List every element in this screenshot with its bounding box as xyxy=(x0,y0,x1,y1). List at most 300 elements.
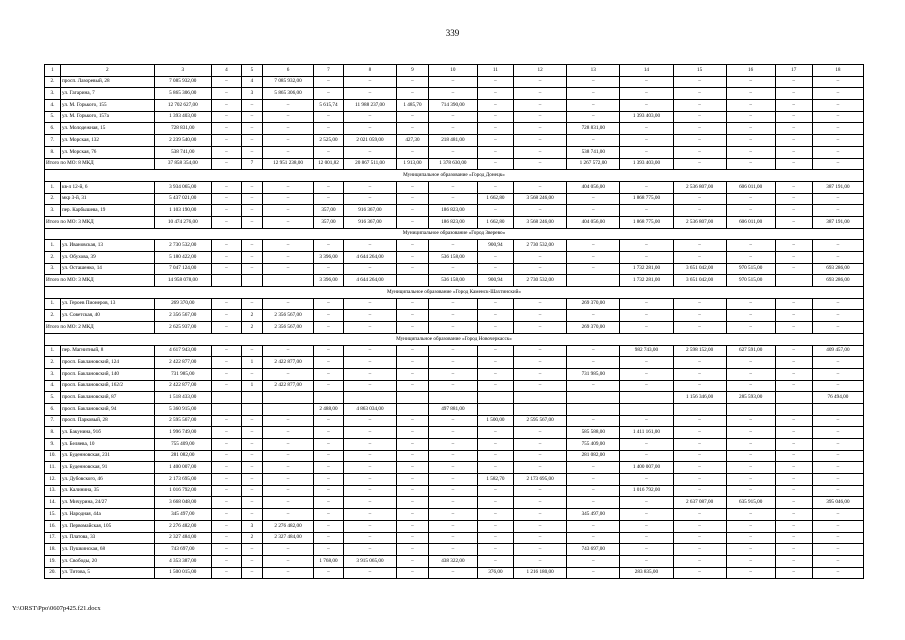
table-cell: – xyxy=(211,497,241,509)
table-cell: 12 001,82 xyxy=(314,158,344,170)
table-cell: 218 481,00 xyxy=(428,135,477,147)
table-cell xyxy=(263,403,314,415)
table-cell: – xyxy=(343,193,396,205)
address-cell: просп. Баклановский, 162/2 xyxy=(60,380,154,392)
table-cell: – xyxy=(343,298,396,310)
row-number: 1. xyxy=(45,240,61,252)
table-cell: 731 985,00 xyxy=(154,368,211,380)
column-number: 15 xyxy=(673,65,726,77)
table-cell: – xyxy=(477,252,513,264)
table-row xyxy=(45,88,864,100)
table-cell: 536 158,00 xyxy=(428,275,477,287)
table-cell: – xyxy=(673,310,726,322)
table-cell: – xyxy=(673,135,726,147)
table-cell: 4 863 034,00 xyxy=(343,403,396,415)
table-cell: – xyxy=(726,298,775,310)
address-cell: ул. Буденновская, 231 xyxy=(60,450,154,462)
table-cell: – xyxy=(428,76,477,88)
table-cell: 4 644 264,00 xyxy=(343,252,396,264)
table-cell: – xyxy=(397,427,429,439)
table-cell: – xyxy=(567,497,620,509)
table-cell: – xyxy=(241,135,262,147)
table-cell: 3 396,00 xyxy=(314,252,344,264)
table-cell xyxy=(514,392,567,404)
municipality-heading-row xyxy=(45,228,864,240)
table-cell: – xyxy=(241,427,262,439)
table-cell: 2 173 695,00 xyxy=(514,474,567,486)
table-cell: – xyxy=(211,240,241,252)
table-cell: – xyxy=(428,368,477,380)
table-cell: 585 588,00 xyxy=(567,427,620,439)
table-cell: – xyxy=(812,100,863,112)
table-cell xyxy=(726,403,775,415)
municipality-heading: Муниципальное образование «Город Новочеркасск» xyxy=(45,333,864,345)
table-cell: – xyxy=(314,368,344,380)
table-cell: – xyxy=(314,298,344,310)
table-cell: – xyxy=(241,485,262,497)
address-cell: кв-л 12-й, 6 xyxy=(60,181,154,193)
table-cell: – xyxy=(343,427,396,439)
table-cell: – xyxy=(241,497,262,509)
table-cell: – xyxy=(620,123,673,135)
table-cell: – xyxy=(211,345,241,357)
table-cell: – xyxy=(620,368,673,380)
table-cell xyxy=(211,275,241,287)
table-cell: – xyxy=(477,450,513,462)
table-cell: – xyxy=(477,439,513,451)
table-row xyxy=(45,181,864,193)
table-cell: – xyxy=(726,474,775,486)
table-cell: 5 437 021,00 xyxy=(154,193,211,205)
table-cell: – xyxy=(263,439,314,451)
table-cell: 714 390,00 xyxy=(428,100,477,112)
table-cell: – xyxy=(241,123,262,135)
address-cell: ул. Морская, 76 xyxy=(60,146,154,158)
row-number: 2. xyxy=(45,193,61,205)
table-cell: – xyxy=(397,520,429,532)
table-cell: – xyxy=(673,252,726,264)
table-cell: – xyxy=(314,345,344,357)
table-cell: 4 xyxy=(241,76,262,88)
row-number: 2. xyxy=(45,310,61,322)
table-cell: – xyxy=(812,474,863,486)
table-cell: – xyxy=(567,567,620,579)
table-cell: – xyxy=(343,146,396,158)
table-cell: 2 637 087,00 xyxy=(673,497,726,509)
column-number: 8 xyxy=(343,65,396,77)
column-number: 1 xyxy=(45,65,61,77)
table-cell: 1 732 281,00 xyxy=(620,275,673,287)
table-cell: – xyxy=(620,497,673,509)
table-cell: – xyxy=(397,193,429,205)
table-cell: – xyxy=(775,520,812,532)
table-cell: 14 958 078,00 xyxy=(154,275,211,287)
table-row xyxy=(45,146,864,158)
table-cell: – xyxy=(620,520,673,532)
table-cell: – xyxy=(241,450,262,462)
table-cell: – xyxy=(775,555,812,567)
table-row xyxy=(45,76,864,88)
table-cell: – xyxy=(775,181,812,193)
table-cell: – xyxy=(428,298,477,310)
table-cell: – xyxy=(343,509,396,521)
table-cell: – xyxy=(775,427,812,439)
table-cell: – xyxy=(211,415,241,427)
table-cell: – xyxy=(726,415,775,427)
table-cell: – xyxy=(673,357,726,369)
table-cell: – xyxy=(428,532,477,544)
address-cell: просп. Лазоревый, 28 xyxy=(60,76,154,88)
table-cell: – xyxy=(812,462,863,474)
address-cell: просп. Баклановский, 87 xyxy=(60,392,154,404)
table-cell: – xyxy=(567,310,620,322)
table-cell: – xyxy=(726,158,775,170)
table-cell: – xyxy=(314,181,344,193)
table-cell: 755 409,00 xyxy=(567,439,620,451)
table-cell: 982 743,00 xyxy=(620,345,673,357)
table-cell: – xyxy=(673,146,726,158)
table-cell: – xyxy=(620,181,673,193)
table-cell: – xyxy=(567,555,620,567)
table-cell: – xyxy=(673,485,726,497)
table-cell: – xyxy=(775,509,812,521)
table-row xyxy=(45,474,864,486)
table-cell: 1 662,80 xyxy=(477,193,513,205)
table-cell: 5 865 306,00 xyxy=(154,88,211,100)
table-cell: – xyxy=(241,462,262,474)
table-cell: 5 360 915,00 xyxy=(154,403,211,415)
table-row xyxy=(45,193,864,205)
page-number: 339 xyxy=(445,28,460,38)
table-cell: – xyxy=(812,322,863,334)
table-cell: 538 741,00 xyxy=(567,146,620,158)
table-cell: – xyxy=(428,439,477,451)
table-cell: – xyxy=(428,111,477,123)
table-cell: – xyxy=(477,485,513,497)
table-cell: – xyxy=(263,427,314,439)
table-cell: – xyxy=(314,263,344,275)
table-cell xyxy=(620,403,673,415)
table-cell: – xyxy=(812,567,863,579)
table-cell: – xyxy=(726,520,775,532)
table-cell: – xyxy=(775,357,812,369)
table-cell: 3 xyxy=(241,88,262,100)
municipality-heading-row xyxy=(45,333,864,345)
table-cell: – xyxy=(514,450,567,462)
table-cell: – xyxy=(211,88,241,100)
table-cell: – xyxy=(263,181,314,193)
table-cell: 1 662,80 xyxy=(477,216,513,228)
municipality-heading-row xyxy=(45,170,864,182)
table-row xyxy=(45,205,864,217)
table-row xyxy=(45,310,864,322)
table-cell: – xyxy=(726,462,775,474)
table-cell: – xyxy=(775,345,812,357)
subtotal-label: Итого по МО: 3 МКД xyxy=(45,216,155,228)
table-cell: – xyxy=(263,146,314,158)
table-cell: – xyxy=(428,310,477,322)
table-cell: 497 881,00 xyxy=(428,403,477,415)
table-cell: – xyxy=(514,181,567,193)
capital-repair-table xyxy=(44,64,864,579)
address-cell: ул. Свободы, 20 xyxy=(60,555,154,567)
table-cell: – xyxy=(620,100,673,112)
table-cell: – xyxy=(397,544,429,556)
table-cell: – xyxy=(314,532,344,544)
table-cell: – xyxy=(477,322,513,334)
table-cell: – xyxy=(567,88,620,100)
table-cell: – xyxy=(775,135,812,147)
table-cell: – xyxy=(241,474,262,486)
table-cell: – xyxy=(567,252,620,264)
table-cell: 11 988 237,00 xyxy=(343,100,396,112)
table-cell: – xyxy=(673,322,726,334)
table-cell: – xyxy=(775,474,812,486)
table-cell: – xyxy=(397,216,429,228)
table-cell: – xyxy=(241,216,262,228)
table-cell: 693 286,00 xyxy=(812,275,863,287)
table-cell: 731 985,00 xyxy=(567,368,620,380)
table-row xyxy=(45,135,864,147)
table-row xyxy=(45,123,864,135)
municipality-heading: Муниципальное образование «Город Донецк» xyxy=(45,170,864,182)
table-cell: – xyxy=(514,88,567,100)
table-cell: 12 951 238,00 xyxy=(263,158,314,170)
table-cell: – xyxy=(726,368,775,380)
table-cell: – xyxy=(775,298,812,310)
table-cell: 438 322,00 xyxy=(428,555,477,567)
table-cell: – xyxy=(241,205,262,217)
row-number: 5. xyxy=(45,392,61,404)
table-cell: – xyxy=(211,450,241,462)
table-cell: 2 422 877,00 xyxy=(263,357,314,369)
address-cell: ул. Осташенко, 14 xyxy=(60,263,154,275)
table-row xyxy=(45,485,864,497)
row-number: 4. xyxy=(45,380,61,392)
row-number: 11. xyxy=(45,462,61,474)
table-row xyxy=(45,380,864,392)
table-cell: – xyxy=(620,450,673,462)
address-cell: ул. М. Горького, 157а xyxy=(60,111,154,123)
table-cell: – xyxy=(775,380,812,392)
address-cell: ул. Ивановская, 13 xyxy=(60,240,154,252)
table-cell: 269 370,00 xyxy=(567,298,620,310)
table-cell: – xyxy=(775,216,812,228)
table-cell: – xyxy=(567,532,620,544)
row-number: 6. xyxy=(45,123,61,135)
table-cell: – xyxy=(775,263,812,275)
table-row xyxy=(45,450,864,462)
table-cell: – xyxy=(514,462,567,474)
table-cell: 1 216 180,00 xyxy=(514,567,567,579)
table-cell: – xyxy=(263,123,314,135)
table-row xyxy=(45,111,864,123)
table-cell: 728 831,00 xyxy=(567,123,620,135)
table-cell: – xyxy=(567,76,620,88)
table-cell xyxy=(314,392,344,404)
table-cell: 395 046,00 xyxy=(812,497,863,509)
table-cell xyxy=(775,392,812,404)
table-cell: – xyxy=(397,123,429,135)
address-cell: ул. Дубовского, 46 xyxy=(60,474,154,486)
column-number: 5 xyxy=(241,65,262,77)
table-cell: 281 082,00 xyxy=(154,450,211,462)
table-cell: 728 831,00 xyxy=(154,123,211,135)
table-cell: – xyxy=(775,567,812,579)
table-cell: – xyxy=(241,100,262,112)
column-number: 7 xyxy=(314,65,344,77)
table-cell: 1 xyxy=(241,357,262,369)
table-cell: – xyxy=(514,111,567,123)
table-cell: – xyxy=(567,135,620,147)
table-cell: – xyxy=(314,474,344,486)
address-cell: ул. Молодежная, 15 xyxy=(60,123,154,135)
table-cell: 76 494,00 xyxy=(812,392,863,404)
table-cell: – xyxy=(477,544,513,556)
table-cell: – xyxy=(812,111,863,123)
table-cell: 1 400 007,00 xyxy=(154,462,211,474)
table-row xyxy=(45,263,864,275)
table-cell: 1 xyxy=(241,380,262,392)
table-cell: – xyxy=(514,520,567,532)
table-cell: – xyxy=(477,76,513,88)
table-cell: – xyxy=(673,88,726,100)
table-cell: – xyxy=(620,544,673,556)
table-cell: – xyxy=(620,310,673,322)
table-cell: 3 668 048,00 xyxy=(154,497,211,509)
table-cell: 970 515,00 xyxy=(726,263,775,275)
table-cell: 1 868 775,00 xyxy=(620,193,673,205)
table-cell xyxy=(477,403,513,415)
table-row xyxy=(45,357,864,369)
column-number: 3 xyxy=(154,65,211,77)
table-row xyxy=(45,544,864,556)
table-cell: – xyxy=(314,123,344,135)
table-cell: – xyxy=(314,76,344,88)
table-cell: – xyxy=(263,240,314,252)
table-cell: – xyxy=(428,415,477,427)
row-number: 14. xyxy=(45,497,61,509)
table-cell: – xyxy=(514,345,567,357)
table-cell: – xyxy=(514,532,567,544)
table-cell: 3 xyxy=(241,520,262,532)
table-cell: – xyxy=(428,474,477,486)
table-cell: – xyxy=(812,520,863,532)
table-cell: 606 011,00 xyxy=(726,181,775,193)
table-cell: – xyxy=(567,462,620,474)
row-number: 1. xyxy=(45,298,61,310)
address-cell: мкр 3-й, 31 xyxy=(60,193,154,205)
table-cell: – xyxy=(397,146,429,158)
table-cell: – xyxy=(775,123,812,135)
table-cell: – xyxy=(514,427,567,439)
table-cell: 3 396,00 xyxy=(314,275,344,287)
table-cell: – xyxy=(775,310,812,322)
table-cell: – xyxy=(567,263,620,275)
table-cell: – xyxy=(343,357,396,369)
table-cell: – xyxy=(775,544,812,556)
table-cell: – xyxy=(812,357,863,369)
table-cell: – xyxy=(314,567,344,579)
table-cell: – xyxy=(673,123,726,135)
table-cell: 376,00 xyxy=(477,567,513,579)
table-cell: – xyxy=(397,462,429,474)
table-cell: – xyxy=(620,298,673,310)
table-cell: 2 356 567,00 xyxy=(263,310,314,322)
table-cell: – xyxy=(477,509,513,521)
row-number: 15. xyxy=(45,509,61,521)
table-cell: 2 356 567,00 xyxy=(263,322,314,334)
table-cell: 2 422 877,00 xyxy=(154,380,211,392)
table-cell: – xyxy=(812,544,863,556)
table-cell xyxy=(567,403,620,415)
table-cell: – xyxy=(567,520,620,532)
table-cell: – xyxy=(343,532,396,544)
table-cell: – xyxy=(775,415,812,427)
table-cell: – xyxy=(812,252,863,264)
row-number: 10. xyxy=(45,450,61,462)
table-cell: 357,00 xyxy=(314,216,344,228)
table-cell: – xyxy=(428,322,477,334)
table-cell: – xyxy=(211,322,241,334)
table-cell: – xyxy=(397,310,429,322)
table-cell: 5 615,74 xyxy=(314,100,344,112)
table-cell: – xyxy=(514,310,567,322)
table-row xyxy=(45,415,864,427)
table-cell: – xyxy=(211,146,241,158)
table-cell: – xyxy=(397,532,429,544)
table-cell xyxy=(397,392,429,404)
file-path-footer: Y:\ORST\Ppo\0607p425.f21.docx xyxy=(12,605,101,612)
table-cell: 3 568 246,00 xyxy=(514,193,567,205)
table-cell: – xyxy=(211,520,241,532)
row-number: 13. xyxy=(45,485,61,497)
table-cell: – xyxy=(314,193,344,205)
table-cell: – xyxy=(314,240,344,252)
table-cell: – xyxy=(241,544,262,556)
table-cell: – xyxy=(567,193,620,205)
table-cell: 427,30 xyxy=(397,135,429,147)
table-cell: 7 047 124,00 xyxy=(154,263,211,275)
table-cell: 1 582,70 xyxy=(477,474,513,486)
row-number: 8. xyxy=(45,146,61,158)
table-cell xyxy=(567,275,620,287)
row-number: 1. xyxy=(45,181,61,193)
table-cell: – xyxy=(343,415,396,427)
table-cell: – xyxy=(263,450,314,462)
table-cell: – xyxy=(428,88,477,100)
table-cell: – xyxy=(477,520,513,532)
table-cell: – xyxy=(812,158,863,170)
table-cell: 606 011,00 xyxy=(726,216,775,228)
column-number: 6 xyxy=(263,65,314,77)
row-number: 2. xyxy=(45,76,61,88)
table-cell: – xyxy=(314,88,344,100)
table-cell: – xyxy=(726,532,775,544)
table-cell: – xyxy=(428,193,477,205)
table-cell: – xyxy=(263,497,314,509)
table-cell: – xyxy=(673,427,726,439)
address-cell: ул. Титова, 5 xyxy=(60,567,154,579)
table-cell: – xyxy=(726,509,775,521)
table-cell: 1 393 403,00 xyxy=(620,111,673,123)
row-number: 8. xyxy=(45,427,61,439)
table-cell: 345 497,00 xyxy=(154,509,211,521)
row-number: 7. xyxy=(45,415,61,427)
table-cell: – xyxy=(263,345,314,357)
table-cell: – xyxy=(263,263,314,275)
table-cell: – xyxy=(241,509,262,521)
